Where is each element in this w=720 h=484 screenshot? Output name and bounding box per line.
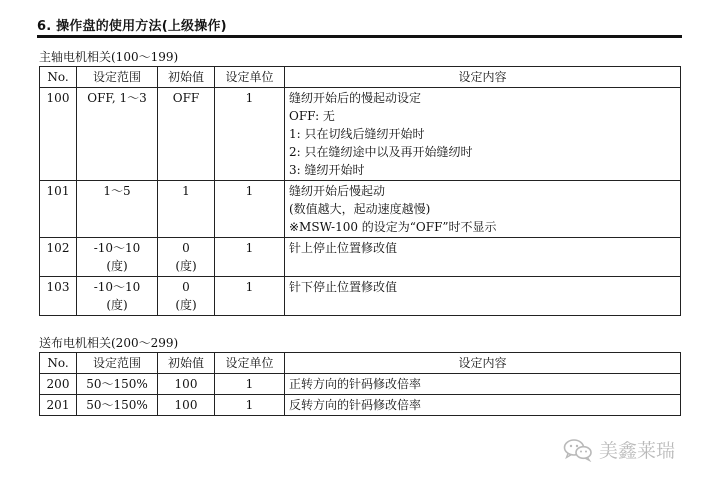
cell-unit: 1 bbox=[215, 374, 285, 395]
table-row bbox=[40, 88, 681, 181]
col-header-initial: 初始值 bbox=[158, 67, 215, 88]
cell-no: 201 bbox=[40, 395, 77, 416]
cell-line: 正转方向的针码修改倍率 bbox=[289, 377, 422, 391]
col-header-content: 设定内容 bbox=[285, 67, 681, 88]
cell-content bbox=[285, 238, 681, 277]
cell-line: (度) bbox=[106, 259, 128, 273]
col-header-no: No. bbox=[40, 353, 77, 374]
cell-line: 2: 只在缝纫途中以及再开始缝纫时 bbox=[289, 145, 473, 159]
cell-line: 针上停止位置修改值 bbox=[289, 241, 398, 255]
cell-line: 50～150% bbox=[86, 398, 148, 412]
cell-line: OFF, 1～3 bbox=[87, 91, 147, 105]
cell-line: OFF: 无 bbox=[289, 109, 335, 123]
col-header-content: 设定内容 bbox=[285, 353, 681, 374]
cell-no: 103 bbox=[40, 277, 77, 316]
feed-settings-table bbox=[39, 352, 681, 416]
cell-line: (数值越大，起动速度越慢) bbox=[289, 202, 431, 216]
cell-initial bbox=[158, 277, 215, 316]
cell-initial bbox=[158, 374, 215, 395]
cell-line: (度) bbox=[175, 259, 197, 273]
section-title-feed: 送布电机相关(200～299) bbox=[39, 336, 179, 350]
table-row bbox=[40, 277, 681, 316]
cell-content bbox=[285, 181, 681, 238]
cell-unit: 1 bbox=[215, 181, 285, 238]
cell-line: 反转方向的针码修改倍率 bbox=[289, 398, 422, 412]
cell-line: 1 bbox=[182, 184, 190, 198]
cell-no: 102 bbox=[40, 238, 77, 277]
section-title-spindle: 主轴电机相关(100～199) bbox=[39, 50, 179, 64]
cell-line: -10～10 bbox=[93, 241, 141, 255]
cell-line: 3: 缝纫开始时 bbox=[289, 163, 365, 177]
cell-initial bbox=[158, 88, 215, 181]
col-header-initial: 初始值 bbox=[158, 353, 215, 374]
cell-range bbox=[77, 181, 158, 238]
col-header-range: 设定范围 bbox=[77, 67, 158, 88]
cell-unit: 1 bbox=[215, 395, 285, 416]
col-header-no: No. bbox=[40, 67, 77, 88]
table-row bbox=[40, 181, 681, 238]
col-header-unit: 设定单位 bbox=[215, 353, 285, 374]
cell-line: 100 bbox=[174, 398, 198, 412]
cell-no: 100 bbox=[40, 88, 77, 181]
spindle-settings-table bbox=[39, 66, 681, 316]
cell-line: (度) bbox=[175, 298, 197, 312]
cell-range bbox=[77, 88, 158, 181]
cell-unit: 1 bbox=[215, 277, 285, 316]
watermark-text: 美鑫莱瑞 bbox=[599, 440, 676, 462]
wechat-icon bbox=[563, 438, 593, 462]
cell-line: (度) bbox=[106, 298, 128, 312]
cell-line: 针下停止位置修改值 bbox=[289, 280, 398, 294]
cell-line: 50～150% bbox=[86, 377, 148, 391]
heading-divider bbox=[37, 35, 682, 38]
cell-range bbox=[77, 238, 158, 277]
cell-line: -10～10 bbox=[93, 280, 141, 294]
cell-content bbox=[285, 277, 681, 316]
cell-no: 101 bbox=[40, 181, 77, 238]
table-row bbox=[40, 395, 681, 416]
cell-line: 1: 只在切线后缝纫开始时 bbox=[289, 127, 425, 141]
cell-line: 100 bbox=[174, 377, 198, 391]
col-header-unit: 设定单位 bbox=[215, 67, 285, 88]
cell-no: 200 bbox=[40, 374, 77, 395]
cell-initial bbox=[158, 181, 215, 238]
cell-content bbox=[285, 395, 681, 416]
cell-range bbox=[77, 277, 158, 316]
table-row bbox=[40, 374, 681, 395]
cell-line: 0 bbox=[182, 280, 190, 294]
cell-line: 1～5 bbox=[103, 184, 131, 198]
wechat-watermark bbox=[563, 436, 675, 463]
cell-unit: 1 bbox=[215, 238, 285, 277]
cell-initial bbox=[158, 395, 215, 416]
cell-line: 0 bbox=[182, 241, 190, 255]
col-header-range: 设定范围 bbox=[77, 353, 158, 374]
cell-line: 缝纫开始后的慢起动设定 bbox=[289, 91, 422, 105]
table-header-row bbox=[40, 67, 681, 88]
cell-unit: 1 bbox=[215, 88, 285, 181]
cell-content bbox=[285, 374, 681, 395]
cell-range bbox=[77, 374, 158, 395]
page-heading: 6. 操作盘的使用方法(上级操作) bbox=[37, 19, 227, 34]
table-header-row bbox=[40, 353, 681, 374]
cell-line: OFF bbox=[172, 91, 200, 105]
cell-range bbox=[77, 395, 158, 416]
cell-line: 缝纫开始后慢起动 bbox=[289, 184, 386, 198]
cell-initial bbox=[158, 238, 215, 277]
cell-content bbox=[285, 88, 681, 181]
table-row bbox=[40, 238, 681, 277]
cell-line: ※MSW-100 的设定为“OFF”时不显示 bbox=[289, 220, 497, 234]
